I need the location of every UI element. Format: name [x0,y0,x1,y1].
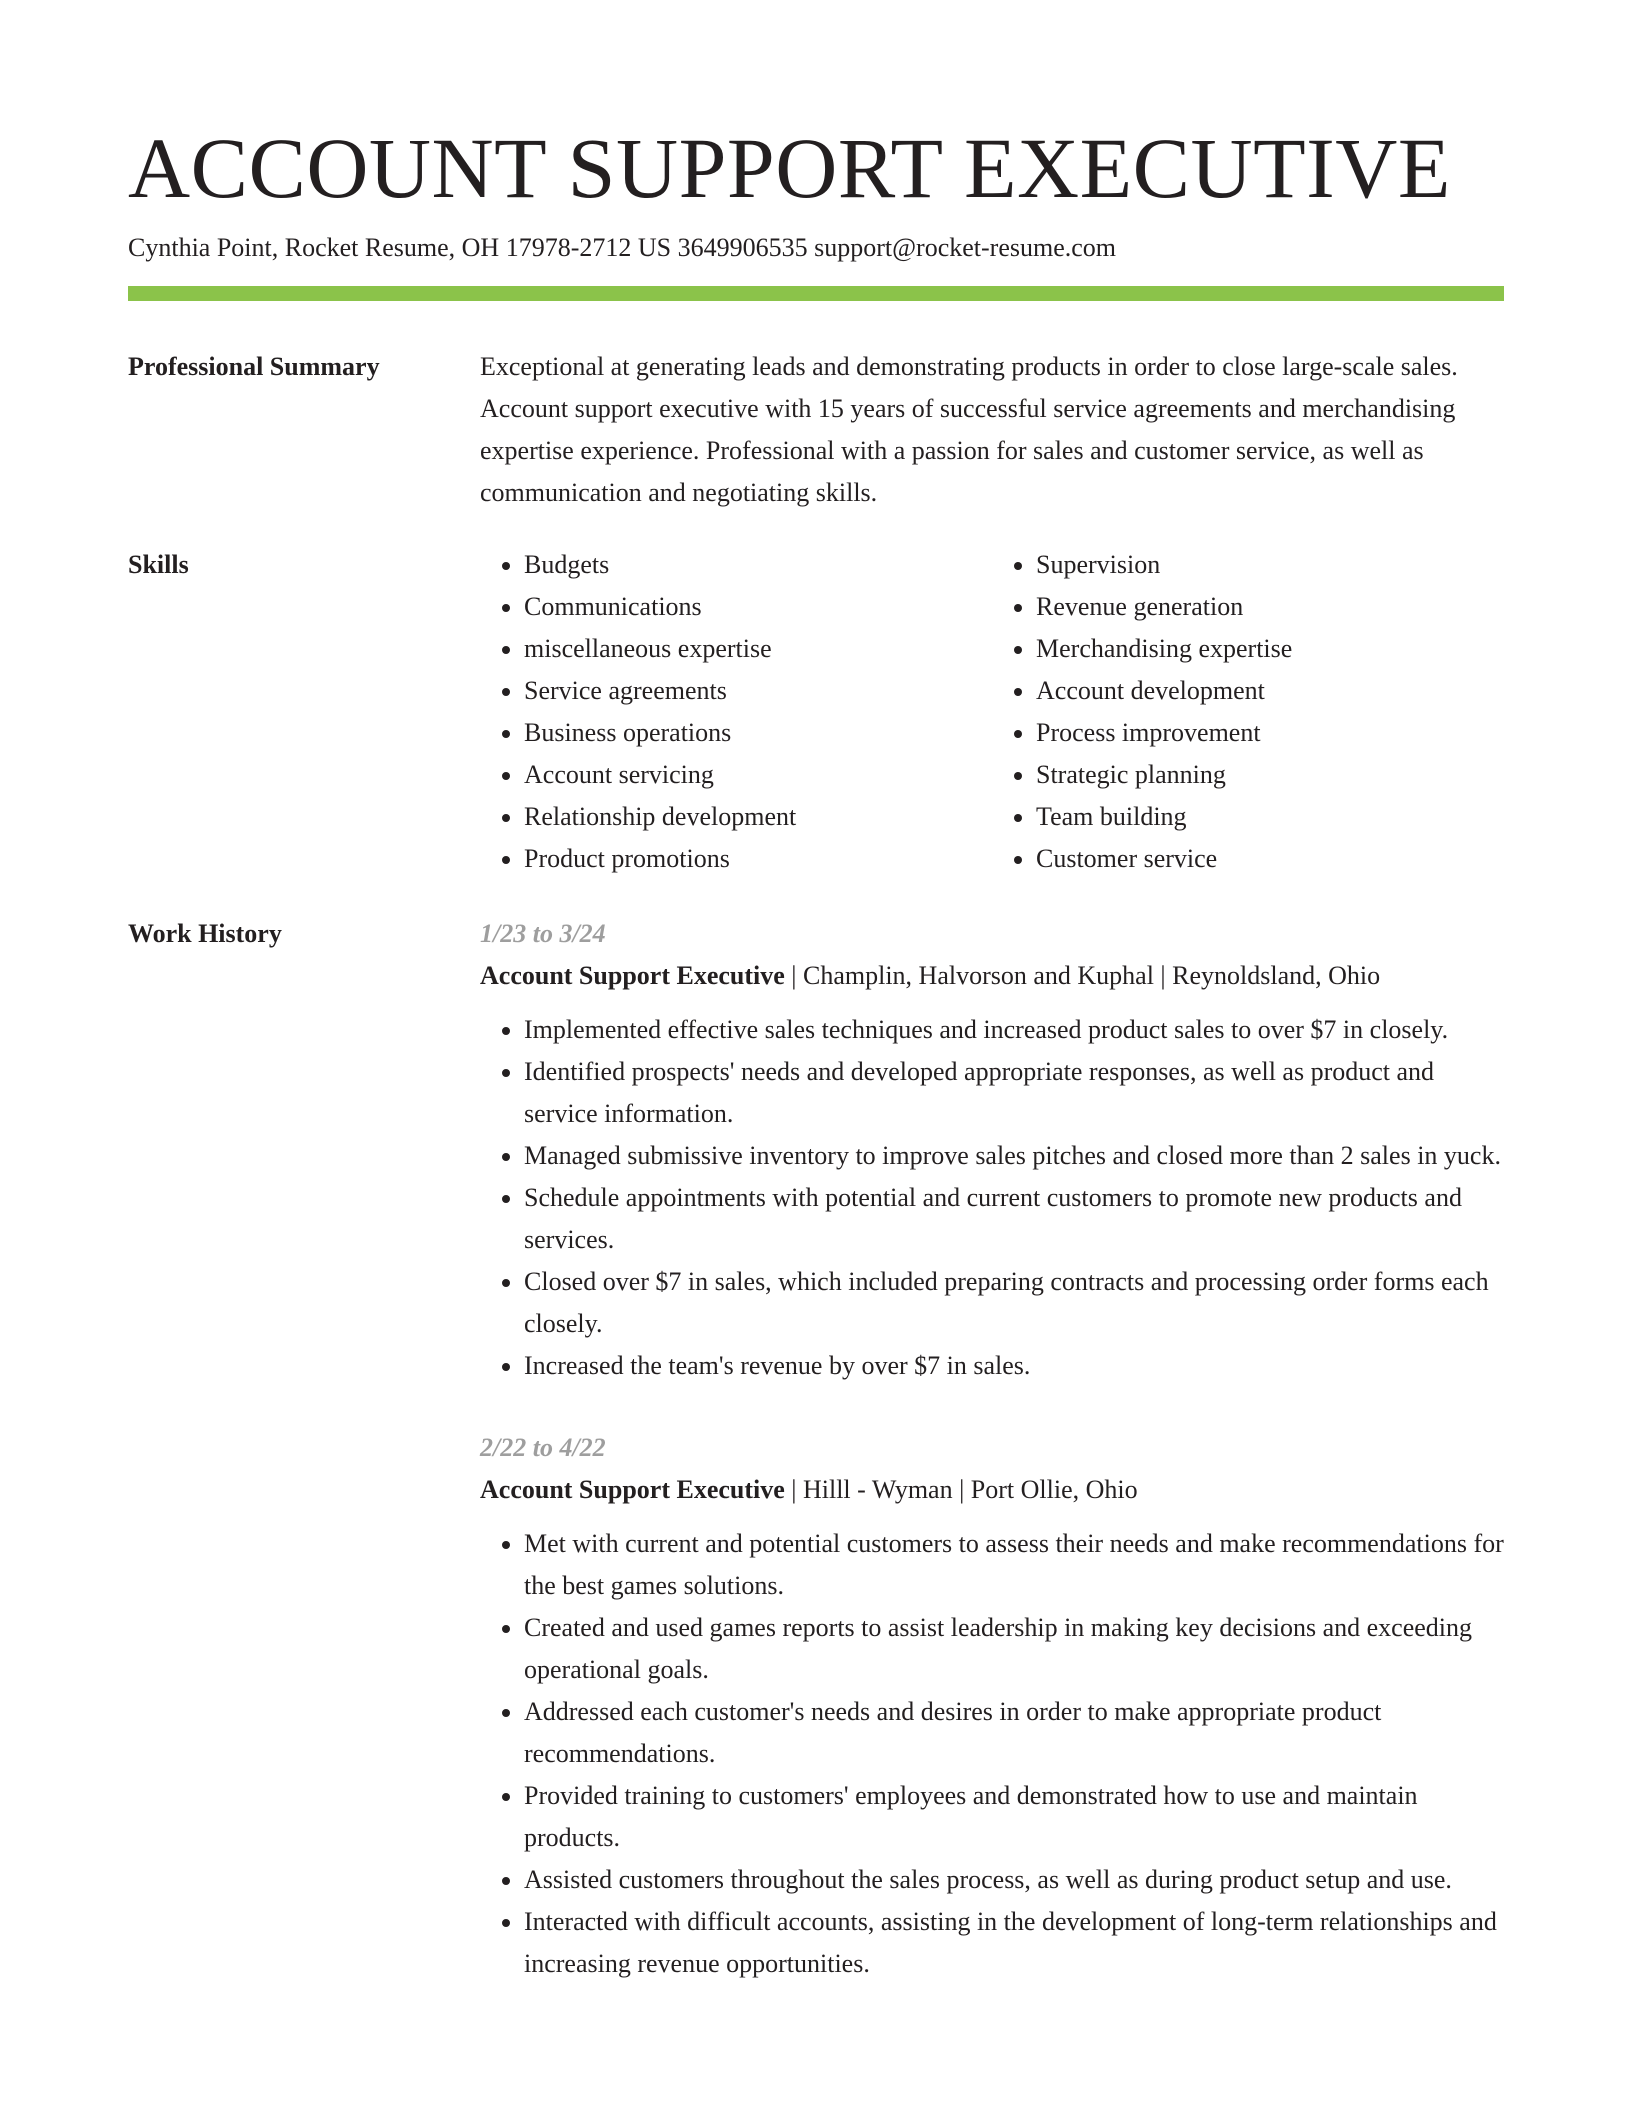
job-bullet-list [480,1523,1504,1985]
skill-item: • Communications [524,586,992,628]
work-history-body [480,913,1504,2025]
job-dates: 1/23 to 3/24 [480,919,606,948]
skill-item: • Team building [1036,796,1504,838]
work-history-heading: Work History [128,919,282,948]
job-bullet: • Addressed each customer's needs and desires in order to make appropriate product recommendations. [524,1691,1504,1775]
summary-heading: Professional Summary [128,352,380,381]
skills-list-right [992,544,1504,880]
skills-columns [480,544,1504,880]
job-header [480,955,1504,997]
job-employer-location: | Hilll - Wyman | Port Ollie, Ohio [784,1475,1138,1504]
skill-item: • Account servicing [524,754,992,796]
skill-item: • Service agreements [524,670,992,712]
job-header [480,1469,1504,1511]
job-entry [480,913,1504,1387]
job-employer-location: | Champlin, Halvorson and Kuphal | Reynoldsland, Ohio [784,961,1381,990]
header-divider [128,286,1504,301]
skill-item: • Relationship development [524,796,992,838]
skill-item: • Budgets [524,544,992,586]
job-bullet: • Schedule appointments with potential and current customers to promote new products and services. [524,1177,1504,1261]
skill-item: • Merchandising expertise [1036,628,1504,670]
skill-item: • Business operations [524,712,992,754]
job-bullet: • Managed submissive inventory to improve sales pitches and closed more than 2 sales in yuck. [524,1135,1504,1177]
job-bullet: • Provided training to customers' employees and demonstrated how to use and maintain products. [524,1775,1504,1859]
skill-item: • Revenue generation [1036,586,1504,628]
skill-item: • Supervision [1036,544,1504,586]
job-bullet: • Closed over $7 in sales, which included preparing contracts and processing order forms each closely. [524,1261,1504,1345]
skill-item: • Strategic planning [1036,754,1504,796]
job-bullet: • Created and used games reports to assist leadership in making key decisions and exceeding operational goals. [524,1607,1504,1691]
job-dates: 2/22 to 4/22 [480,1433,606,1462]
job-title: Account Support Executive [480,961,785,990]
job-title: Account Support Executive [480,1475,785,1504]
skill-item: • Product promotions [524,838,992,880]
skills-body [480,544,1504,880]
skill-item: • Process improvement [1036,712,1504,754]
resume-title: ACCOUNT SUPPORT EXECUTIVE [128,120,1451,216]
skill-item: • Account development [1036,670,1504,712]
job-bullet: • Identified prospects' needs and developed appropriate responses, as well as product and service information. [524,1051,1504,1135]
job-bullet: • Met with current and potential customers to assess their needs and make recommendations for the best games solutions. [524,1523,1504,1607]
job-bullet-list [480,1009,1504,1387]
skills-list-left [480,544,992,880]
job-bullet: • Assisted customers throughout the sales process, as well as during product setup and use. [524,1859,1504,1901]
skill-item: • Customer service [1036,838,1504,880]
contact-line: Cynthia Point, Rocket Resume, OH 17978-2712 US 3649906535 support@rocket-resume.com [128,233,1116,262]
job-entry [480,1427,1504,1985]
job-bullet: • Interacted with difficult accounts, assisting in the development of long-term relationships and increasing revenue opportunities. [524,1901,1504,1985]
job-bullet: • Implemented effective sales techniques and increased product sales to over $7 in closely. [524,1009,1504,1051]
skill-item: • miscellaneous expertise [524,628,992,670]
summary-text: Exceptional at generating leads and demonstrating products in order to close large-scale sales. Account support executive with 15 years of successful service agreements and merchandising expertise experience. Professional with a passion for sales and customer service, as well as communication and negotiating skills. [480,352,1458,507]
skills-heading: Skills [128,550,189,579]
job-bullet: • Increased the team's revenue by over $7 in sales. [524,1345,1504,1387]
summary-body [480,346,1504,514]
